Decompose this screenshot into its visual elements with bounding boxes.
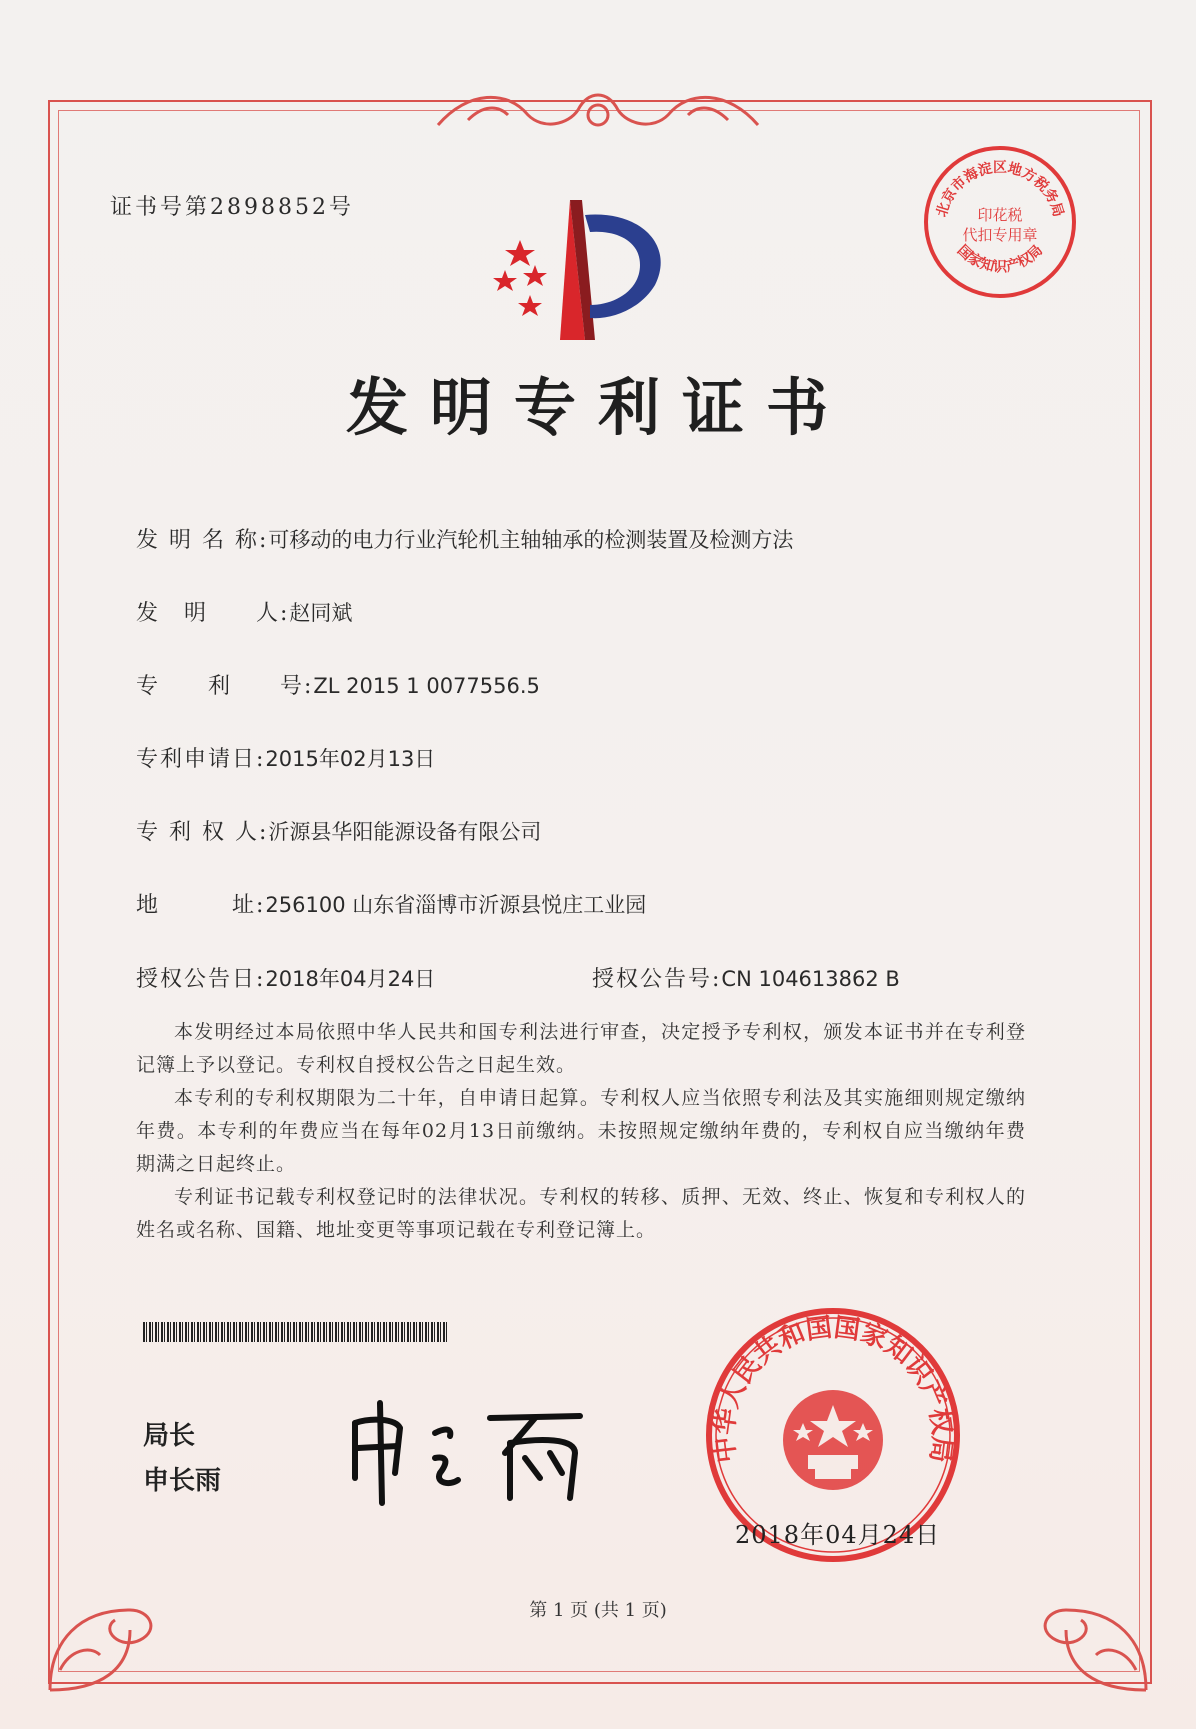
patentee-label: 专 利 权 人: <box>136 820 269 845</box>
tax-seal-inner-1: 印花税 <box>977 206 1023 224</box>
svg-text:国家知识产权局 <box>954 242 1046 276</box>
tax-seal-icon <box>920 142 1080 302</box>
inventor-label: 发 明 人: <box>136 601 290 626</box>
grant-date: 2018年04月24日 <box>265 967 436 991</box>
patentee-row <box>136 815 541 846</box>
grant-pub-no-label: 授权公告号: <box>592 967 722 992</box>
body-paragraph-3: 专利证书记载专利权登记时的法律状况。专利权的转移、质押、无效、终止、恢复和专利权人的姓名或名称、国籍、地址变更等事项记载在专利登记簿上。 <box>136 1186 1026 1241</box>
tax-seal-bottom-text: 国家知识产权局 <box>954 242 1046 276</box>
director-title: 局长 <box>143 1421 196 1451</box>
patent-number-label: 专 利 号: <box>136 674 314 699</box>
grant-pub-no: CN 104613862 B <box>721 967 900 991</box>
certificate-title: 发明专利证书 <box>345 371 850 444</box>
body-paragraph-2: 本专利的专利权期限为二十年，自申请日起算。专利权人应当依照专利法及其实施细则规定缴纳年费。本专利的年费应当在每年02月13日前缴纳。未按照规定缴纳年费的，专利权自应当缴纳年费期满之日起终止。 <box>136 1087 1026 1175</box>
page-footer: 第 1 页 (共 1 页) <box>529 1600 667 1621</box>
seal-date: 2018年04月24日 <box>735 1521 941 1549</box>
grant-pub-no-row <box>592 962 900 993</box>
director-name: 申长雨 <box>143 1466 222 1496</box>
invention-name-label: 发 明 名 称: <box>136 528 269 553</box>
filing-date: 2015年02月13日 <box>265 747 436 771</box>
tax-seal-text: 北京市海淀区地方税务局 <box>933 159 1067 219</box>
grant-date-row <box>136 962 435 993</box>
patent-number: ZL 2015 1 0077556.5 <box>313 674 540 698</box>
address: 256100 山东省淄博市沂源县悦庄工业园 <box>265 893 647 917</box>
invention-name-row <box>136 523 793 554</box>
filing-date-row <box>136 742 435 773</box>
inventor: 赵同斌 <box>289 601 353 625</box>
director-signature <box>340 1398 600 1508</box>
tax-seal-inner-2: 代扣专用章 <box>962 226 1038 244</box>
corner-ornament-left <box>40 1560 180 1700</box>
inventor-row <box>136 596 352 627</box>
patent-office-logo-icon <box>490 200 680 350</box>
certificate-body <box>136 1016 1026 1247</box>
patent-number-row <box>136 669 540 700</box>
body-paragraph-1: 本发明经过本局依照中华人民共和国专利法进行审查，决定授予专利权，颁发本证书并在专利登记簿上予以登记。专利权自授权公告之日起生效。 <box>136 1021 1026 1076</box>
patentee: 沂源县华阳能源设备有限公司 <box>268 820 542 844</box>
corner-ornament-right <box>1016 1560 1156 1700</box>
address-label: 地 址: <box>136 893 266 918</box>
grant-date-label: 授权公告日: <box>136 967 266 992</box>
invention-name: 可移动的电力行业汽轮机主轴轴承的检测装置及检测方法 <box>268 528 794 552</box>
top-ornament <box>428 80 768 140</box>
office-seal-text: 中华人民共和国国家知识产权局 <box>709 1312 957 1465</box>
filing-date-label: 专利申请日: <box>136 747 266 772</box>
certificate-number: 证书号第2898852号 <box>110 195 354 220</box>
barcode <box>143 1322 448 1342</box>
address-row <box>136 888 646 919</box>
